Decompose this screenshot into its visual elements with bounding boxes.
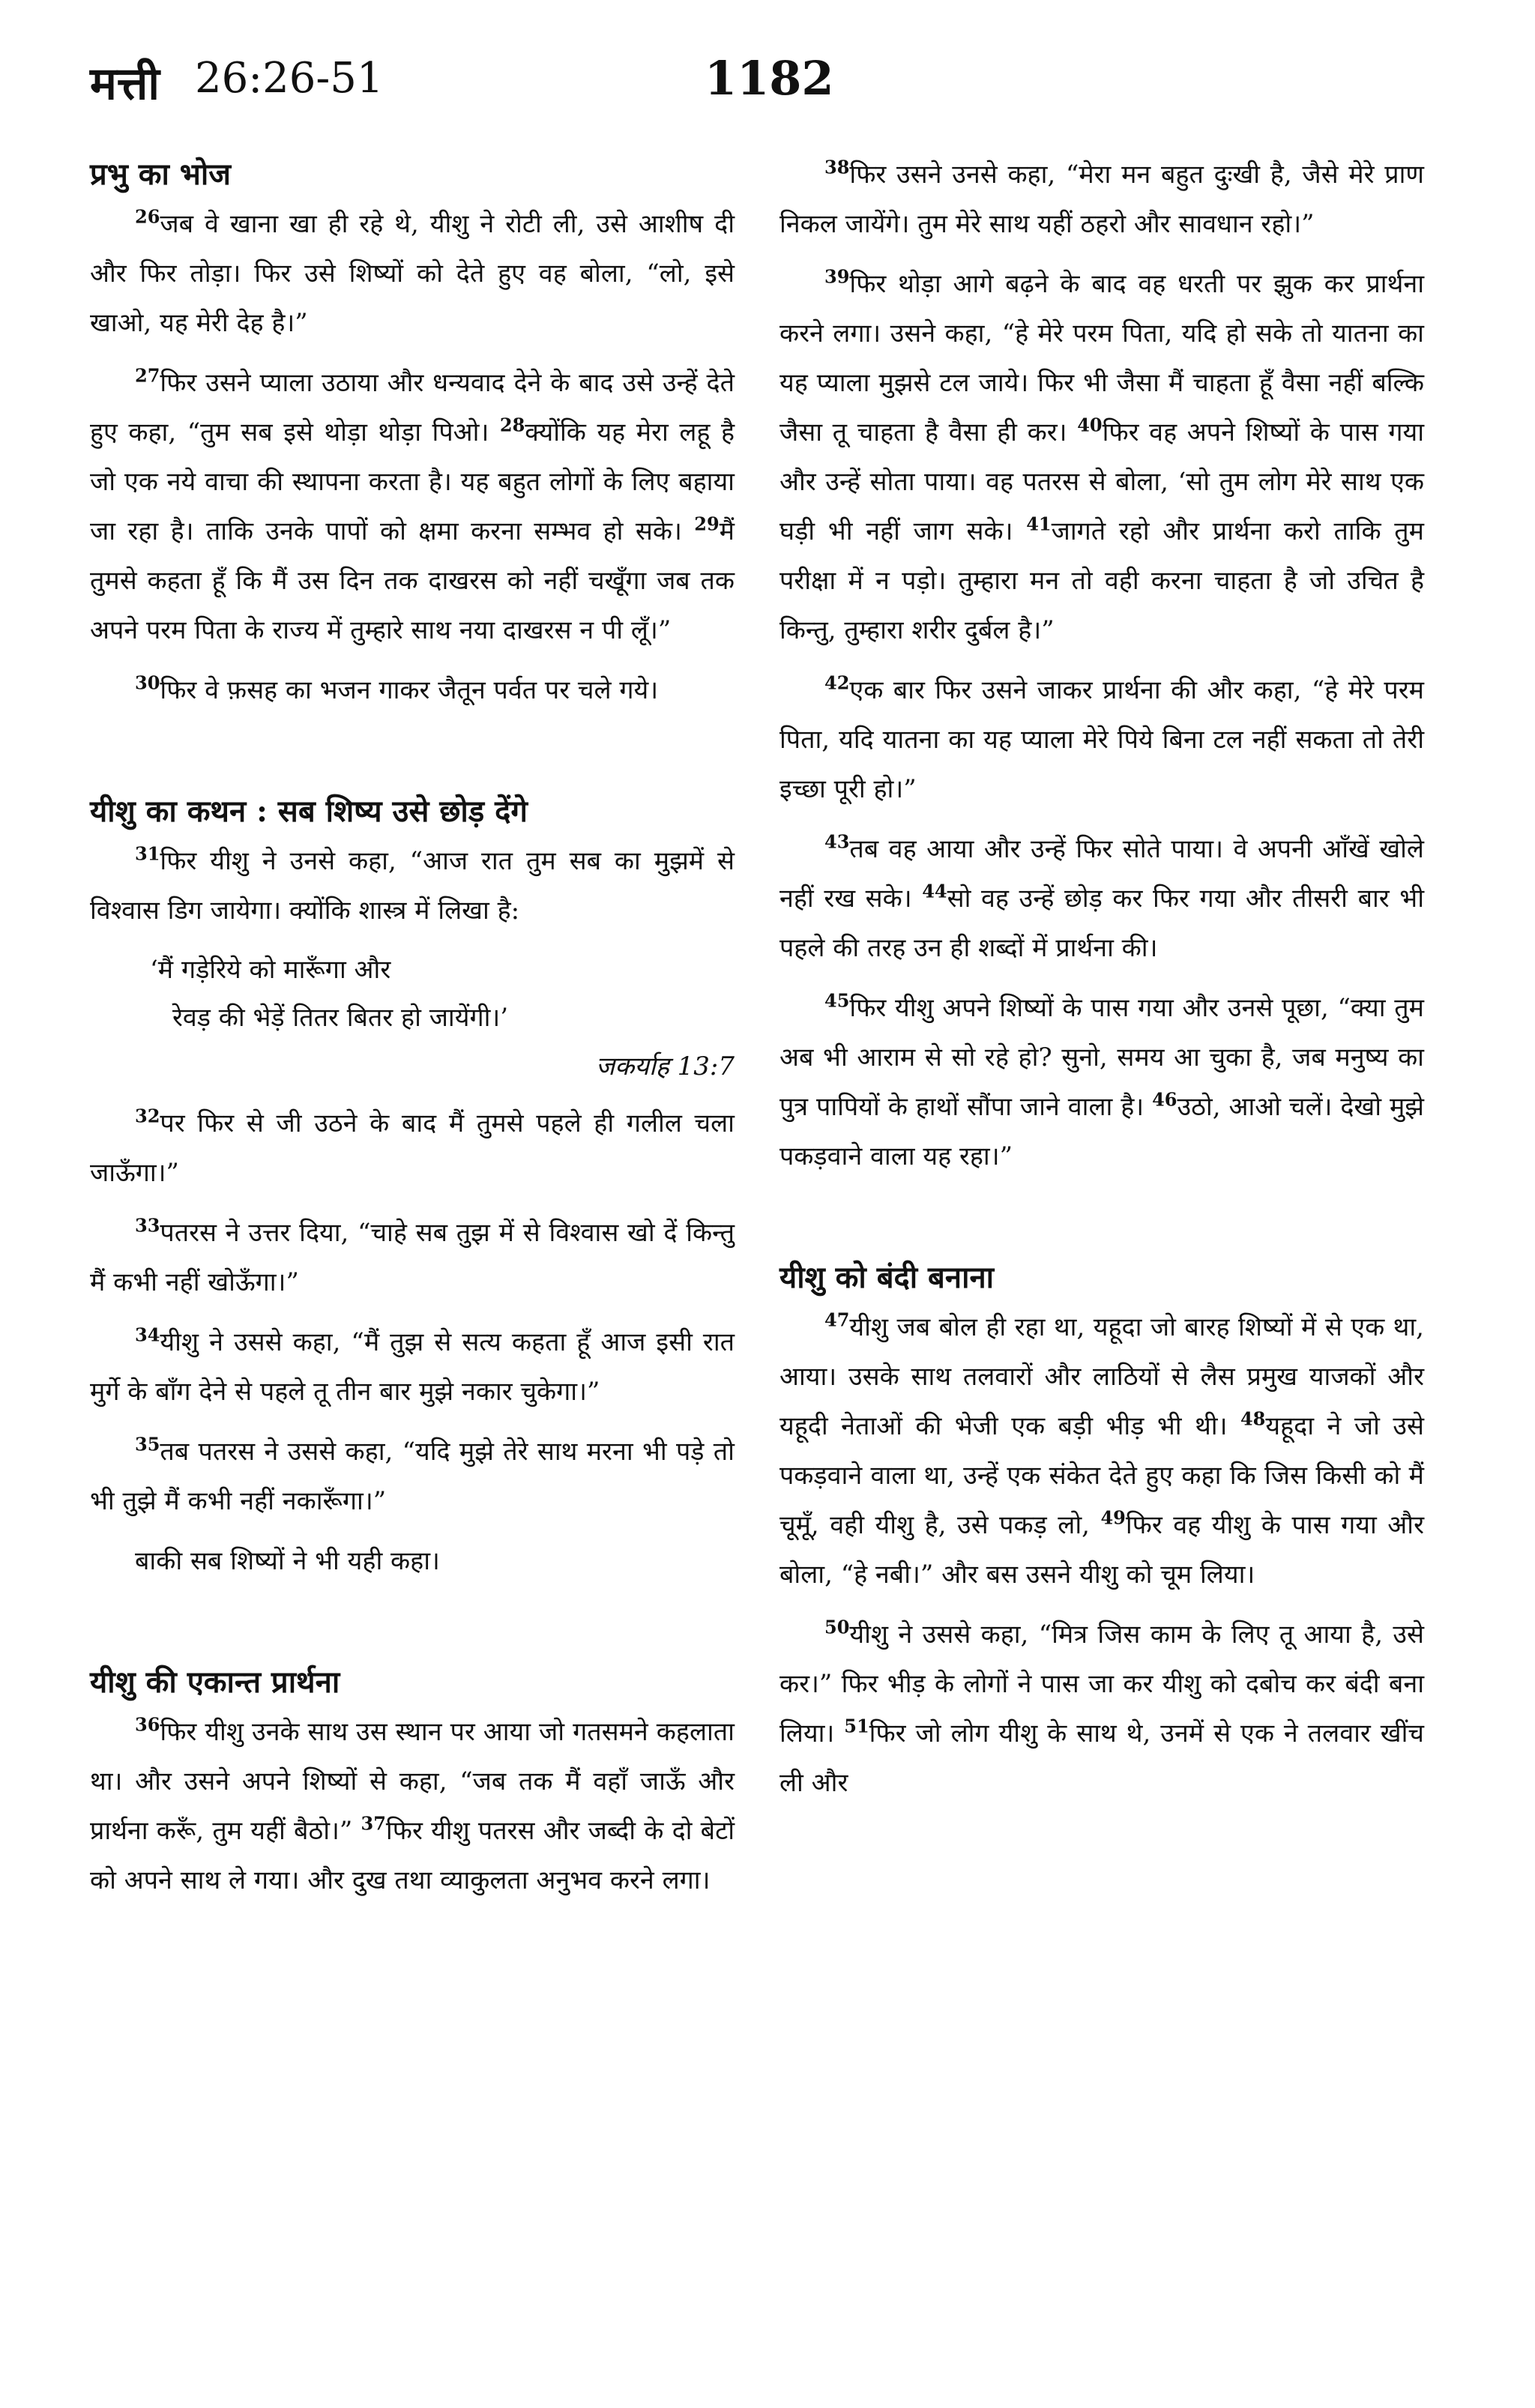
verse-number: 30: [135, 672, 160, 694]
verse-text: क्योंकि यह मेरा लहू है जो एक नये वाचा की स्थापना करता है। यह बहुत लोगों के लिए बहाया जा रहा है। ताकि उनके पापों को क्षमा करना सम्भव हो सके।: [90, 417, 735, 546]
verse-text: मैं तुमसे कहता हूँ कि मैं उस दिन तक दाखरस को नहीं चखूँगा जब तक अपने परम पिता के राज्य में तुम्हारे साथ नया दाखरस न पी लूँ।”: [90, 516, 735, 645]
verse-number: 39: [824, 265, 850, 288]
verse-text: फिर वह अपने शिष्यों के पास गया और उन्हें सोता पाया। वह पतरस से बोला, ‘सो तुम लोग मेरे साथ एक घड़ी भी नहीं जाग सके।: [779, 417, 1425, 546]
verse-text: फिर उसने प्याला उठाया और धन्यवाद देने के बाद उसे उन्हें देते हुए कहा, “तुम सब इसे थोड़ा थोड़ा पिओ।: [90, 368, 735, 447]
verse-text: फिर वे फ़सह का भजन गाकर जैतून पर्वत पर चले गये।: [160, 675, 659, 705]
verse-text: फिर जो लोग यीशु के साथ थे, उनमें से एक ने तलवार खींच ली और: [779, 1719, 1424, 1798]
left-column: [90, 150, 735, 1916]
verse-number: 35: [135, 1433, 160, 1455]
verse-number: 37: [361, 1812, 386, 1835]
verse-number: 44: [922, 880, 947, 902]
verse-text: फिर यीशु अपने शिष्यों के पास गया और उनसे पूछा, “क्या तुम अब भी आराम से सो रहे हो? सुनो, समय आ चुका है, जब मनुष्य का पुत्र पापियों के हाथों सौंपा जाने वाला है।: [779, 993, 1424, 1122]
verse-text: फिर यीशु उनके साथ उस स्थान पर आया जो गतसमने कहलाता था। और उसने अपने शिष्यों से कहा, “जब तक मैं वहाँ जाऊँ और प्रार्थना करूँ, तुम यहीं बैठो।”: [90, 1717, 735, 1846]
paragraph: [779, 1610, 1424, 1808]
paragraph: [90, 1208, 735, 1307]
paragraph: [90, 836, 735, 935]
verse-number: 48: [1240, 1407, 1266, 1430]
verse-number: 27: [135, 364, 160, 387]
verse-number: 51: [844, 1715, 869, 1737]
verse-number: 45: [824, 989, 850, 1012]
section-heading-private-prayer: यीशु की एकान्त प्रार्थना: [90, 1665, 340, 1700]
verse-number: 49: [1100, 1506, 1126, 1529]
verse-number: 26: [135, 205, 160, 228]
verse-text: तब पतरस ने उससे कहा, “यदि मुझे तेरे साथ मरना भी पड़े तो भी तुझे मैं कभी नहीं नकारूँगा।”: [90, 1437, 735, 1516]
verse-text: जब वे खाना खा ही रहे थे, यीशु ने रोटी ली, उसे आशीष दी और फिर तोड़ा। फिर उसे शिष्यों को देते हुए वह बोला, “लो, इसे खाओ, यह मेरी देह है।”: [90, 209, 735, 338]
paragraph: [90, 199, 735, 348]
paragraph: [90, 1099, 735, 1198]
paragraph: [779, 150, 1424, 249]
paragraph: [90, 666, 735, 715]
verse-number: 38: [824, 156, 850, 178]
verse-number: 32: [135, 1105, 160, 1127]
verse-text: तब वह आया और उन्हें फिर सोते पाया। वे अपनी आँखें खोले नहीं रख सके।: [779, 834, 1424, 914]
verse-text: पर फिर से जी उठने के बाद मैं तुमसे पहले ही गलील चला जाऊँगा।”: [90, 1108, 735, 1188]
quote-citation: जकर्याह 13:7: [595, 1051, 735, 1081]
chapter-verse-range: 26:26-51: [195, 54, 384, 103]
page-number: 1182: [705, 51, 834, 106]
verse-number: 33: [135, 1214, 160, 1237]
verse-text: यहूदा ने जो उसे पकड़वाने वाला था, उन्हें एक संकेत देते हुए कहा कि जिस किसी को मैं चूमूँ, वही यीशु है, उसे पकड़ लो,: [779, 1411, 1424, 1540]
verse-number: 50: [824, 1616, 850, 1638]
verse-text: एक बार फिर उसने जाकर प्रार्थना की और कहा, “हे मेरे परम पिता, यदि यातना का यह प्याला मेरे पिये बिना टल नहीं सकता तो तेरी इच्छा पूरी हो।”: [779, 675, 1424, 804]
section-heading-disciples-will-leave: यीशु का कथन : सब शिष्य उसे छोड़ देंगे: [90, 794, 528, 829]
paragraph: [90, 1318, 735, 1416]
verse-text: फिर थोड़ा आगे बढ़ने के बाद वह धरती पर झुक कर प्रार्थना करने लगा। उसने कहा, “हे मेरे परम पिता, यदि हो सके तो यातना का यह प्याला मुझसे टल जाये। फिर भी जैसा मैं चाहता हूँ वैसा नहीं बल्कि जैसा तू चाहता है वैसा ही कर।: [779, 269, 1424, 447]
book-name: मत्ती: [90, 58, 160, 110]
verse-number: 34: [135, 1324, 160, 1346]
verse-text: पतरस ने उत्तर दिया, “चाहे सब तुझ में से विश्वास खो दें किन्तु मैं कभी नहीं खोऊँगा।”: [90, 1218, 735, 1297]
paragraph: [779, 1303, 1424, 1599]
verse-number: 31: [135, 842, 160, 865]
verse-number: 42: [824, 672, 850, 694]
verse-text: यीशु ने उससे कहा, “मैं तुझ से सत्य कहता हूँ आज इसी रात मुर्गे के बाँग देने से पहले तू तीन बार मुझे नकार चुकेगा।”: [90, 1327, 735, 1407]
page-header: [90, 51, 1424, 118]
verse-number: 46: [1152, 1088, 1177, 1111]
verse-text: फिर यीशु पतरस और जब्दी के दो बेटों को अपने साथ ले गया। और दुख तथा व्याकुलता अनुभव करने लगा।: [90, 1816, 735, 1895]
paragraph: [779, 983, 1424, 1181]
right-column: [779, 150, 1424, 1818]
verse-text: सो वह उन्हें छोड़ कर फिर गया और तीसरी बार भी पहले की तरह उन ही शब्दों में प्रार्थना की।: [779, 884, 1424, 963]
paragraph: [779, 824, 1424, 973]
verse-number: 43: [824, 830, 850, 853]
verse-text: जागते रहो और प्रार्थना करो ताकि तुम परीक्षा में न पड़ो। तुम्हारा मन तो वही करना चाहता है जो उचित है किन्तु, तुम्हारा शरीर दुर्बल है।”: [779, 516, 1424, 645]
verse-text: यीशु ने उससे कहा, “मित्र जिस काम के लिए तू आया है, उसे कर।” फिर भीड़ के लोगों ने पास जा कर यीशु को दबोच कर बंदी बना लिया।: [779, 1620, 1424, 1748]
paragraph: [90, 1707, 735, 1905]
verse-text: फिर यीशु ने उनसे कहा, “आज रात तुम सब का मुझमें से विश्वास डिग जायेगा। क्योंकि शास्त्र में लिखा है:: [90, 846, 735, 926]
paragraph: [779, 666, 1424, 814]
verse-text: यीशु जब बोल ही रहा था, यहूदा जो बारह शिष्यों में से एक था, आया। उसके साथ तलवारों और लाठियों से लैस प्रमुख याजकों और यहूदी नेताओं की भेजी एक बड़ी भीड़ भी थी।: [779, 1312, 1424, 1441]
verse-number: 28: [499, 414, 525, 436]
verse-number: 41: [1026, 513, 1052, 535]
verse-text: फिर वह यीशु के पास गया और बोला, “हे नबी।” और बस उसने यीशु को चूम लिया।: [779, 1510, 1424, 1590]
verse-text: फिर उसने उनसे कहा, “मेरा मन बहुत दुःखी है, जैसे मेरे प्राण निकल जायेंगे। तुम मेरे साथ यहीं ठहरो और सावधान रहो।”: [779, 160, 1424, 239]
paragraph: बाकी सब शिष्यों ने भी यही कहा।: [135, 1546, 440, 1576]
section-heading-arrest-of-jesus: यीशु को बंदी बनाना: [779, 1260, 995, 1295]
verse-number: 47: [824, 1309, 850, 1331]
paragraph: [90, 358, 735, 655]
paragraph: [90, 1427, 735, 1526]
section-heading-lords-supper: प्रभु का भोज: [90, 157, 231, 192]
paragraph: [779, 259, 1424, 655]
verse-number: 36: [135, 1713, 160, 1736]
verse-number: 40: [1077, 414, 1103, 436]
verse-text: उठो, आओ चलें। देखो मुझे पकड़वाने वाला यह रहा।”: [779, 1092, 1424, 1171]
quote-line: ‘मैं गड़ेरिये को मारूँगा और: [150, 955, 391, 985]
quote-line: रेवड़ की भेड़ें तितर बितर हो जायेंगी।’: [172, 1003, 509, 1033]
verse-number: 29: [694, 513, 720, 535]
scripture-quote: [90, 946, 735, 1042]
